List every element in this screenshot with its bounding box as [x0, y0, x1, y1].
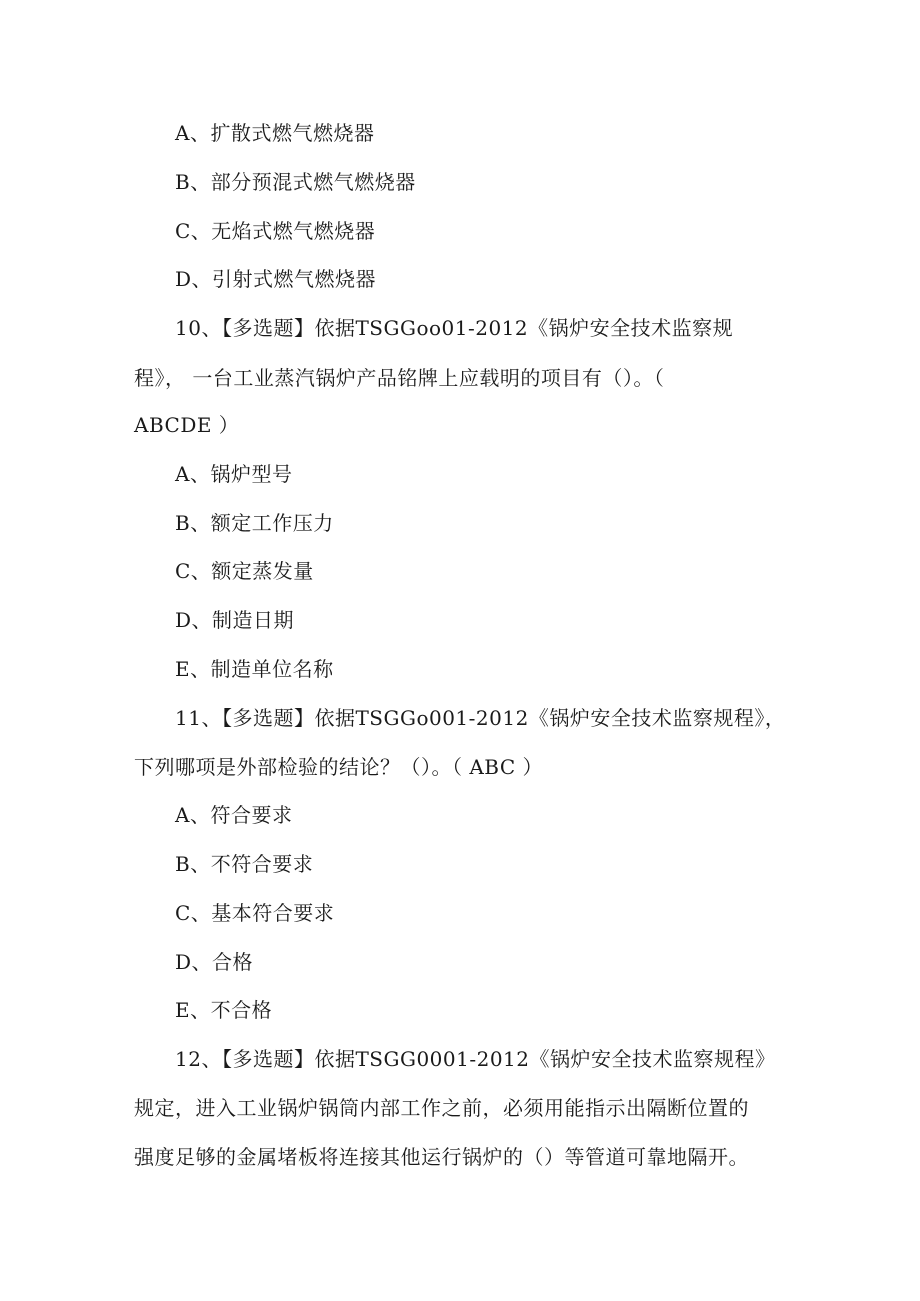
q9-option-a: A、扩散式燃气燃烧器	[175, 121, 375, 145]
q11-option-e: E、不合格	[175, 998, 273, 1022]
q12-text-line-3: 强度足够的金属堵板将连接其他运行锅炉的（）等管道可靠地隔开。	[134, 1145, 749, 1169]
q10-option-b: B、额定工作压力	[175, 511, 334, 535]
q11-text-line-1: 11、【多选题】依据TSGGo001-2012《锅炉安全技术监察规程》，	[175, 706, 786, 730]
q9-option-d: D、引射式燃气燃烧器	[175, 267, 377, 291]
q11-option-d: D、合格	[175, 950, 254, 974]
q10-text-line-2: 程》， 一台工业蒸汽锅炉产品铭牌上应载明的项目有（）。（	[134, 366, 665, 390]
q11-option-a: A、符合要求	[175, 803, 293, 827]
q12-text-line-1: 12、【多选题】依据TSGG0001-2012《锅炉安全技术监察规程》	[175, 1047, 776, 1071]
q9-option-b: B、部分预混式燃气燃烧器	[175, 170, 416, 194]
q12-text-line-2: 规定，进入工业锅炉锅筒内部工作之前，必须用能指示出隔断位置的	[134, 1096, 749, 1120]
q10-option-a: A、锅炉型号	[175, 462, 293, 486]
q11-text-line-2: 下列哪项是外部检验的结论？（）。（ ABC ）	[134, 755, 544, 779]
q10-option-c: C、额定蒸发量	[175, 559, 314, 583]
q11-option-b: B、不符合要求	[175, 852, 314, 876]
q11-option-c: C、基本符合要求	[175, 901, 335, 925]
q10-answer-line: ABCDE ）	[134, 413, 240, 437]
q9-option-c: C、无焰式燃气燃烧器	[175, 219, 376, 243]
q10-option-e: E、制造单位名称	[175, 657, 334, 681]
q10-text-line-1: 10、【多选题】依据TSGGoo01-2012《锅炉安全技术监察规	[175, 316, 734, 340]
q10-option-d: D、制造日期	[175, 608, 295, 632]
